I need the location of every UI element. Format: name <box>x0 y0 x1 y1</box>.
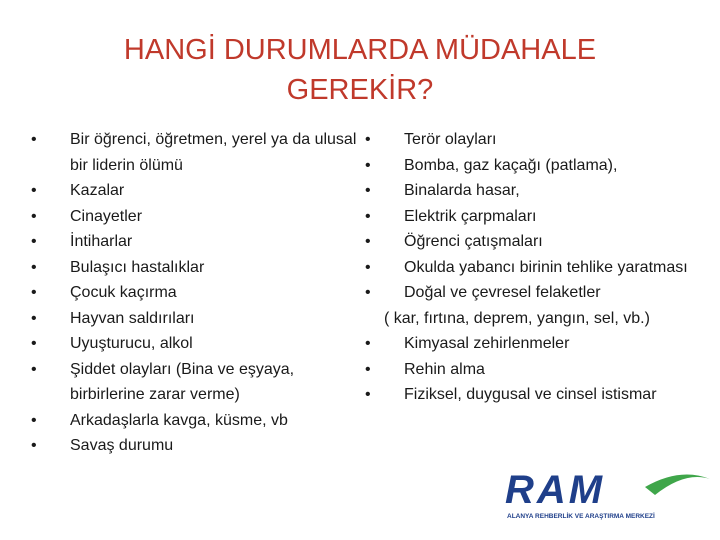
slide-title <box>60 30 660 110</box>
list-item: • Kazalar <box>30 178 360 204</box>
bullet-icon: • <box>365 182 371 199</box>
bullet-icon: • <box>31 335 37 352</box>
list-item: • Çocuk kaçırma <box>30 280 360 306</box>
bullet-icon: • <box>365 360 371 378</box>
list-item: • Bomba, gaz kaçağı (patlama), <box>364 153 694 179</box>
title-line-2: GEREKİR? <box>286 74 434 106</box>
bullet-icon: • <box>365 386 371 403</box>
right-column <box>364 127 694 408</box>
right-list <box>364 127 694 306</box>
list-item: • İntiharlar <box>30 229 360 255</box>
bullet-icon: • <box>31 360 37 378</box>
left-list <box>30 127 360 459</box>
bullet-icon: • <box>31 258 37 276</box>
list-item: • Savaş durumu <box>30 433 360 459</box>
list-item: • Kimyasal zehirlenmeler <box>364 331 694 357</box>
bullet-icon: • <box>31 309 37 327</box>
logo-text: RAM <box>505 468 606 512</box>
bullet-icon: • <box>31 284 37 301</box>
list-item: • Uyuşturucu, alkol <box>30 331 360 357</box>
disaster-examples-note: ( kar, fırtına, deprem, yangın, sel, vb.) <box>384 309 650 327</box>
list-item: • Cinayetler <box>30 204 360 230</box>
list-item: • Okulda yabancı birinin tehlike yaratması <box>364 255 694 281</box>
title-line-1: HANGİ DURUMLARDA MÜDAHALE <box>123 34 597 66</box>
bullet-icon: • <box>365 131 371 148</box>
bullet-icon: • <box>31 131 37 148</box>
bullet-icon: • <box>365 233 371 250</box>
bullet-icon: • <box>31 233 37 250</box>
left-column <box>30 127 360 459</box>
logo-subtitle: ALANYA REHBERLİK VE ARAŞTIRMA MERKEZİ <box>507 513 655 520</box>
list-item: • Elektrik çarpmaları <box>364 204 694 230</box>
bullet-icon: • <box>31 411 37 429</box>
list-item: • Bulaşıcı hastalıklar <box>30 255 360 281</box>
bullet-icon: • <box>31 207 37 225</box>
list-item: • Terör olayları <box>364 127 694 153</box>
list-item: • Binalarda hasar, <box>364 178 694 204</box>
list-item: • Rehin alma <box>364 357 694 383</box>
bullet-icon: • <box>31 437 37 454</box>
list-item: • Şiddet olayları (Bina ve eşyaya, birbirlerine zarar verme) <box>30 357 360 408</box>
bullet-icon: • <box>365 258 371 276</box>
list-item: • Bir öğrenci, öğretmen, yerel ya da ulusal bir liderin ölümü <box>30 127 360 178</box>
bullet-icon: • <box>31 182 37 199</box>
bullet-icon: • <box>365 284 371 301</box>
list-item: • Fiziksel, duygusal ve cinsel istismar <box>364 382 694 408</box>
list-item: • Arkadaşlarla kavga, küsme, vb <box>30 408 360 434</box>
bullet-icon: • <box>365 207 371 225</box>
ram-logo <box>495 465 715 525</box>
right-list-continued <box>364 331 694 408</box>
bullet-icon: • <box>365 156 371 174</box>
list-item: • Öğrenci çatışmaları <box>364 229 694 255</box>
bullet-icon: • <box>365 335 371 352</box>
list-item: • Hayvan saldırıları <box>30 306 360 332</box>
logo-swoosh <box>645 475 710 496</box>
list-item: • Doğal ve çevresel felaketler <box>364 280 694 306</box>
ram-logo-icon <box>495 465 715 525</box>
